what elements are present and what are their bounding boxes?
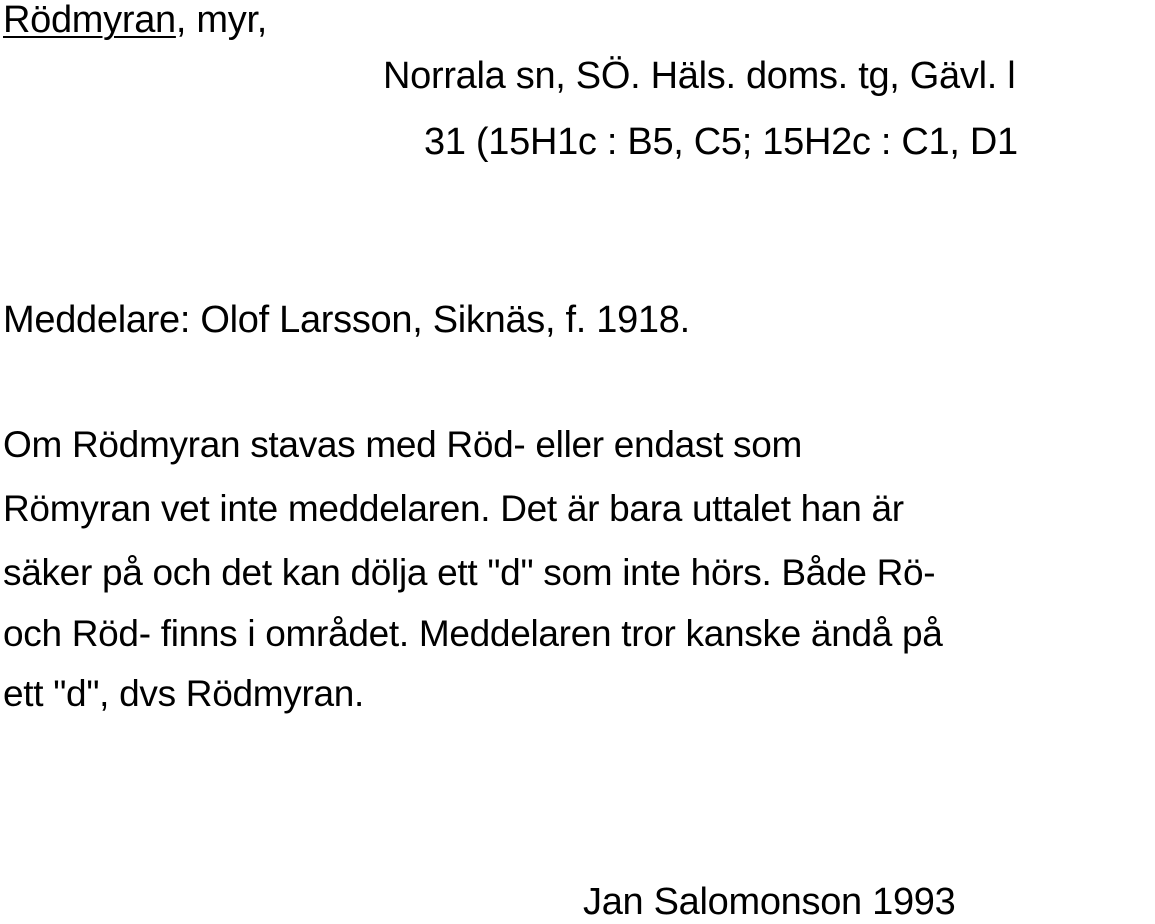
note-line: ett "d", dvs Rödmyran. [3, 673, 365, 714]
note-line: säker på och det kan dölja ett "d" som inte hörs. Både Rö- [3, 552, 936, 593]
location-line-1: Norrala sn, SÖ. Häls. doms. tg, Gävl. l [383, 55, 1016, 97]
signature: Jan Salomonson 1993 [583, 881, 956, 923]
entry-headword-suffix: , myr, [175, 0, 267, 41]
entry-headword: Rödmyran [3, 0, 176, 41]
note-line: Römyran vet inte meddelaren. Det är bara uttalet han är [3, 488, 904, 529]
location-line-2: 31 (15H1c : B5, C5; 15H2c : C1, D1 [424, 121, 1018, 163]
note-line: Om Rödmyran stavas med Röd- eller endast som [3, 424, 803, 465]
entry-heading [3, 0, 267, 42]
informant-line: Meddelare: Olof Larsson, Siknäs, f. 1918. [3, 299, 690, 341]
note-line: och Röd- finns i området. Meddelaren tror kanske ändå på [3, 613, 943, 654]
